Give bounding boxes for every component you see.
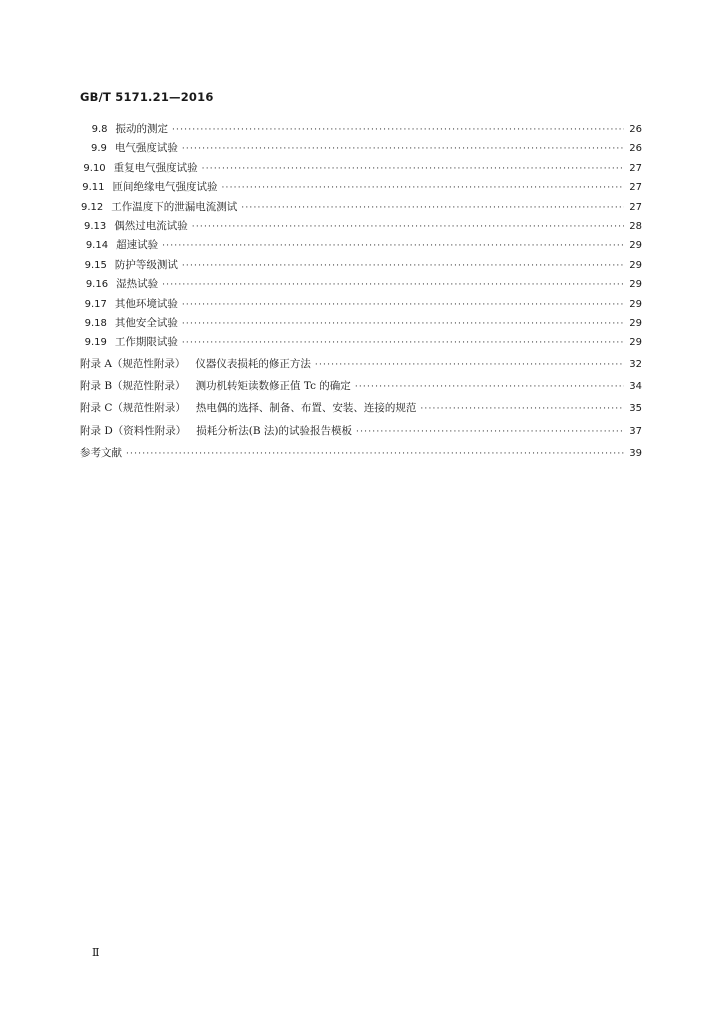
appendix-label: 附录 B（规范性附录） [80, 379, 186, 392]
toc-entry-number: 9.16 [85, 279, 109, 291]
dot-leader [221, 179, 624, 198]
toc-entry-number: 9.13 [84, 220, 107, 232]
toc-entry-page: 27 [629, 201, 642, 213]
toc-entry-number: 9.11 [82, 182, 105, 194]
references-title: 参考文献 [80, 446, 122, 459]
toc-entry-title: 振动的测定 [115, 123, 168, 135]
toc-entry-9-8[interactable] [80, 120, 642, 139]
table-of-contents [80, 120, 642, 464]
toc-entry-number: 9.9 [90, 143, 107, 155]
references-page: 39 [629, 447, 642, 459]
dot-leader [182, 296, 624, 315]
toc-entry-title: 重复电气强度试验 [113, 161, 198, 174]
appendix-title: 损耗分析法(B 法)的试验报告模板 [196, 424, 353, 437]
toc-entry-number: 9.15 [84, 259, 107, 271]
appendix-page: 32 [629, 358, 642, 370]
toc-entry-9-16[interactable] [80, 275, 642, 294]
dot-leader [172, 121, 624, 140]
toc-entry-title: 其他安全试验 [114, 316, 178, 329]
toc-entry-9-13[interactable] [80, 217, 642, 236]
toc-entry-title: 其他环境试验 [114, 297, 178, 310]
dot-leader [356, 421, 624, 443]
toc-entry-9-10[interactable] [80, 159, 642, 178]
toc-entry-9-9[interactable] [80, 139, 642, 158]
toc-entry-9-15[interactable] [80, 256, 642, 275]
dot-leader [126, 443, 624, 465]
dot-leader [182, 334, 624, 353]
toc-entry-title: 电气强度试验 [114, 142, 178, 155]
toc-entry-page: 26 [629, 143, 642, 155]
toc-entry-title: 工作温度下的泄漏电流测试 [111, 200, 238, 213]
toc-entry-title: 偶然过电流试验 [114, 219, 188, 232]
toc-entry-9-19[interactable] [80, 333, 642, 352]
toc-entry-page: 29 [629, 240, 642, 252]
toc-entry-number: 9.10 [83, 162, 106, 174]
appendix-title: 热电偶的选择、制备、布置、安装、连接的规范 [195, 402, 417, 415]
toc-appendix-a[interactable] [80, 353, 642, 375]
dot-leader [182, 257, 624, 276]
toc-appendix-c[interactable] [80, 397, 642, 419]
toc-entry-9-17[interactable] [80, 295, 642, 314]
toc-entry-number: 9.8 [91, 124, 108, 135]
appendix-page: 35 [629, 403, 642, 415]
appendix-page: 37 [629, 425, 642, 437]
toc-entry-9-14[interactable] [80, 236, 642, 255]
dot-leader [162, 276, 624, 295]
dot-leader [192, 218, 624, 237]
dot-leader [182, 140, 624, 159]
toc-entry-page: 29 [629, 317, 642, 329]
appendix-label: 附录 C（规范性附录） [80, 402, 186, 415]
toc-entry-number: 9.17 [84, 298, 107, 310]
toc-entry-title: 匝间绝缘电气强度试验 [112, 181, 218, 194]
appendix-title: 测功机转矩读数修正值 Tc 的确定 [195, 379, 351, 392]
dot-leader [420, 398, 624, 420]
toc-entry-9-11[interactable] [80, 178, 642, 197]
page-number-footer: Ⅱ [92, 946, 100, 959]
dot-leader [241, 199, 624, 218]
appendix-label: 附录 D（资料性附录） [80, 424, 187, 437]
toc-entry-page: 29 [629, 279, 642, 291]
toc-entry-number: 9.12 [81, 201, 104, 213]
toc-references[interactable] [80, 442, 642, 464]
dot-leader [202, 160, 624, 179]
toc-entry-page: 28 [629, 220, 642, 232]
appendix-label: 附录 A（规范性附录） [80, 357, 186, 370]
toc-entry-number: 9.18 [84, 317, 107, 329]
toc-entry-9-18[interactable] [80, 314, 642, 333]
toc-entry-number: 9.19 [84, 337, 107, 349]
dot-leader [162, 237, 624, 256]
toc-entry-number: 9.14 [85, 240, 109, 252]
dot-leader [315, 354, 624, 376]
dot-leader [182, 315, 624, 334]
toc-entry-page: 29 [629, 337, 642, 349]
toc-entry-page: 26 [629, 124, 642, 135]
toc-entry-title: 防护等级测试 [114, 258, 178, 271]
toc-entry-9-12[interactable] [80, 198, 642, 217]
dot-leader [355, 376, 624, 398]
toc-entry-title: 超速试验 [116, 239, 159, 252]
toc-entry-title: 工作期限试验 [114, 336, 178, 349]
toc-entry-page: 27 [629, 182, 642, 194]
standard-code-header: GB/T 5171.21—2016 [80, 90, 214, 104]
toc-appendix-b[interactable] [80, 375, 642, 397]
toc-entry-page: 29 [629, 259, 642, 271]
appendix-page: 34 [629, 380, 642, 392]
appendix-title: 仪器仪表损耗的修正方法 [195, 357, 311, 370]
toc-entry-title: 湿热试验 [116, 278, 159, 291]
toc-entry-page: 27 [629, 162, 642, 174]
toc-appendix-d[interactable] [80, 420, 642, 442]
toc-entry-page: 29 [629, 298, 642, 310]
